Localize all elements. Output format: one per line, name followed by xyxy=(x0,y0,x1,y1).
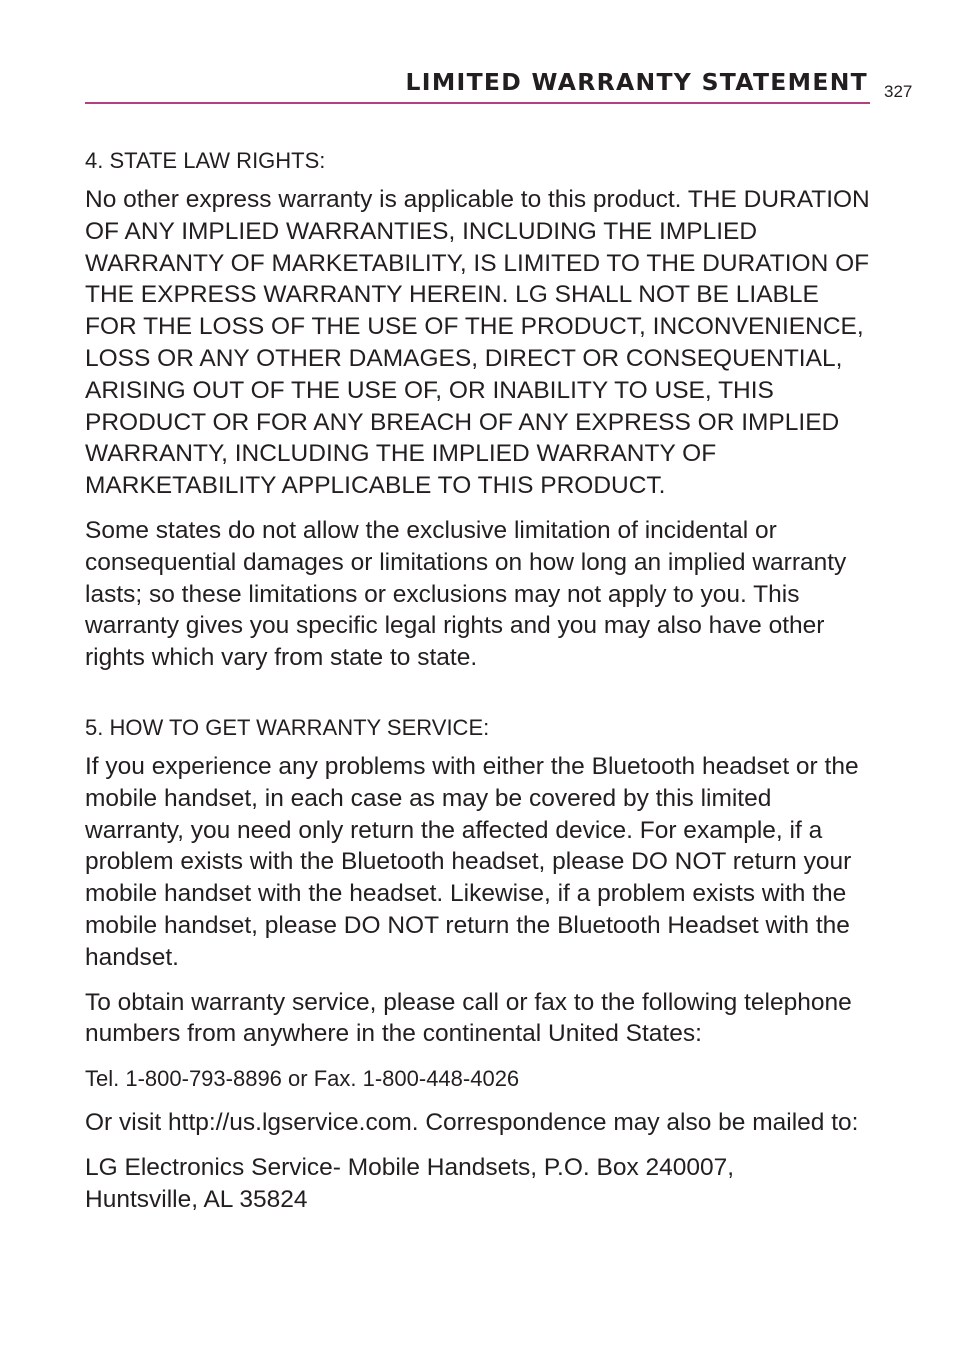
page-body xyxy=(85,145,875,1229)
address-line-1: LG Electronics Service- Mobile Handsets, P.O. Box 240007, xyxy=(85,1153,735,1181)
section-5-paragraph-3: Or visit http://us.lgservice.com. Correspondence may also be mailed to: xyxy=(85,1109,859,1137)
section-4-heading: 4. STATE LAW RIGHTS: xyxy=(85,148,326,173)
page-number: 327 xyxy=(884,82,913,101)
header-divider xyxy=(85,102,870,104)
mailing-address xyxy=(85,1152,875,1216)
section-5-paragraph-2: To obtain warranty service, please call or fax to the following telephone numbers from anywhere in the continental United States: xyxy=(85,988,852,1048)
page-title: LIMITED WARRANTY STATEMENT xyxy=(405,68,868,96)
service-phone-numbers: Tel. 1-800-793-8896 or Fax. 1-800-448-4026 xyxy=(85,1066,520,1092)
section-4-paragraph-1: No other express warranty is applicable to this product. THE DURATION OF ANY IMPLIED WARRANTIES, INCLUDING THE IMPLIED WARRANTY OF MARKETABILITY, IS LIMITED TO THE DURATION OF THE EXPRESS WARRANTY HEREIN. LG SHALL NOT BE LIABLE FOR THE LOSS OF THE USE OF THE PRODUCT, INCONVENIENCE, LOSS OR ANY OTHER DAMAGES, DIRECT OR CONSEQUENTIAL, ARISING OUT OF THE USE OF, OR INABILITY TO USE, THIS PRODUCT OR FOR ANY BREACH OF ANY EXPRESS OR IMPLIED WARRANTY, INCLUDING THE IMPLIED WARRANTY OF MARKETABILITY APPLICABLE TO THIS PRODUCT. xyxy=(85,186,870,500)
section-5-paragraph-1: If you experience any problems with either the Bluetooth headset or the mobile handset, in each case as may be covered by this limited warranty, you need only return the affected device. For example, if a problem exists with the Bluetooth headset, please DO NOT return your mobile handset with the headset. Likewise, if a problem exists with the mobile handset, please DO NOT return the Bluetooth Headset with the handset. xyxy=(85,752,859,971)
address-line-2: Huntsville, AL 35824 xyxy=(85,1185,308,1213)
section-4-paragraph-2: Some states do not allow the exclusive limitation of incidental or consequential damages or limitations on how long an implied warranty lasts; so these limitations or exclusions may not apply to you. This warranty gives you specific legal rights and you may also have other rights which vary from state to state. xyxy=(85,516,847,672)
section-5-heading: 5. HOW TO GET WARRANTY SERVICE: xyxy=(85,714,490,740)
